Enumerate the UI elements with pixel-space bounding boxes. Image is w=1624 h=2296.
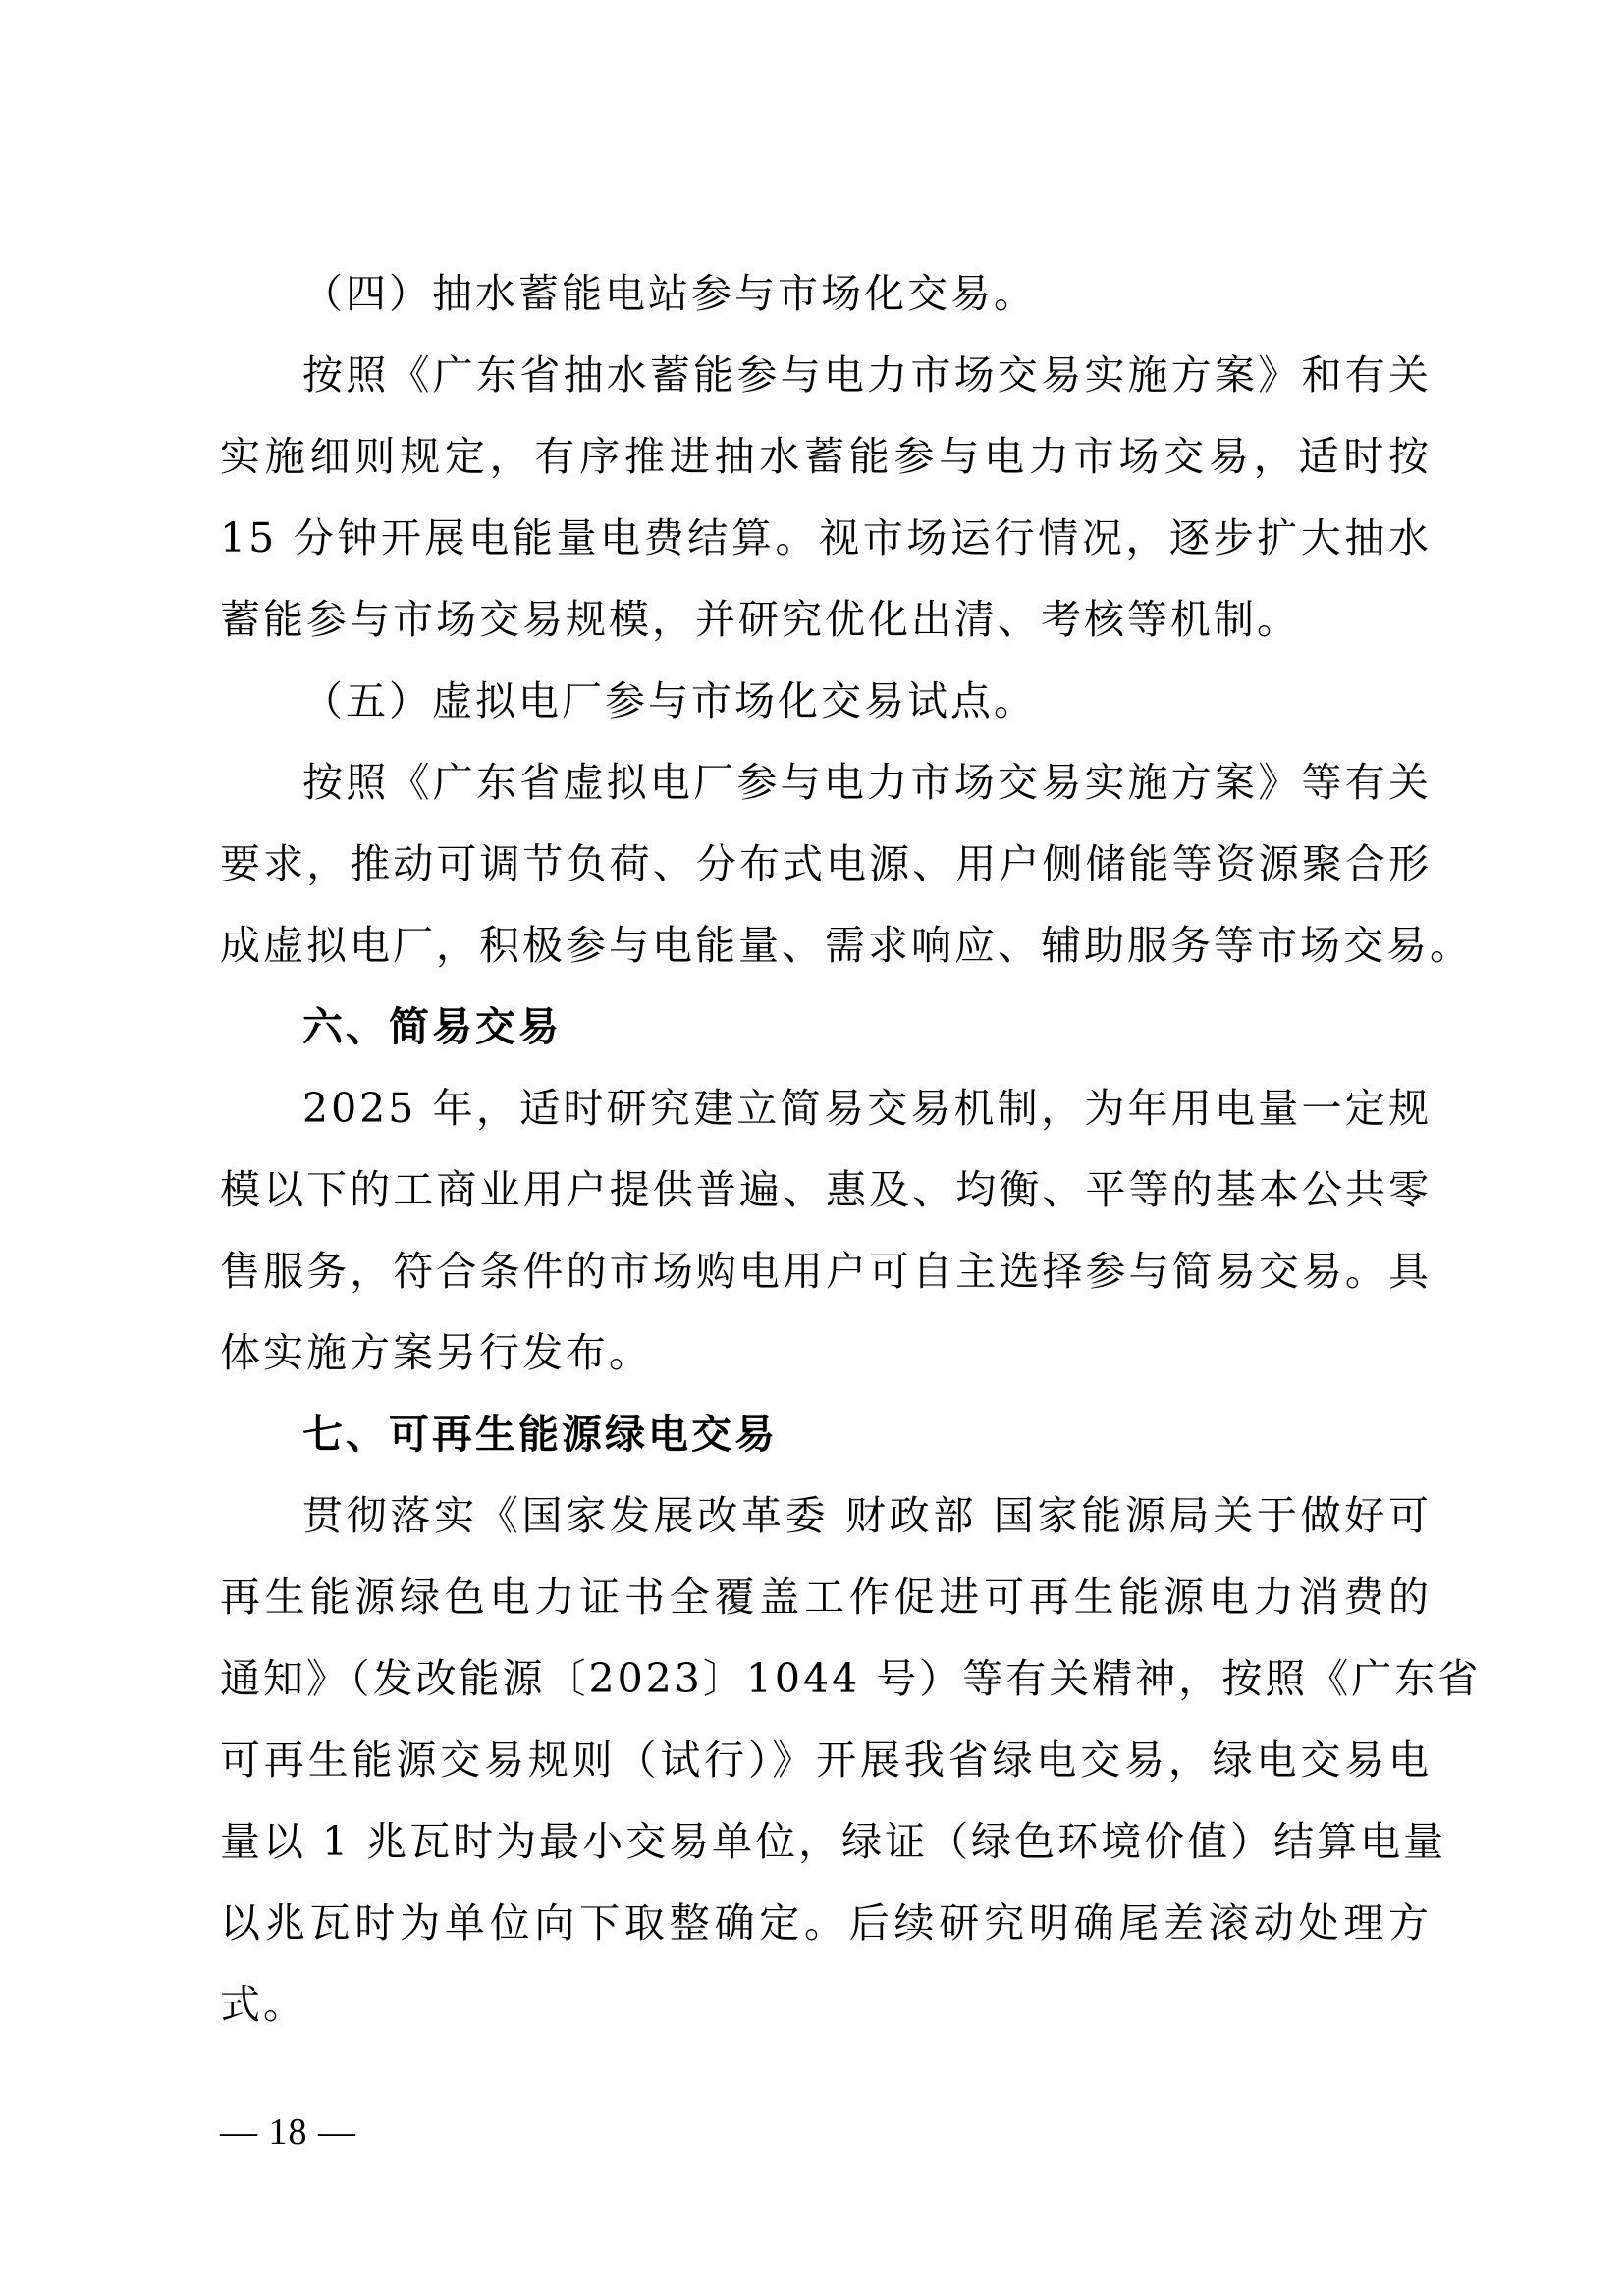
- text-line: 售服务，符合条件的市场购电用户可自主选择参与简易交易。具: [220, 1248, 1432, 1295]
- text-line: 15 分钟开展电能量电费结算。视市场运行情况，逐步扩大抽水: [220, 514, 1432, 561]
- text-line: 蓄能参与市场交易规模，并研究优化出清、考核等机制。: [220, 596, 1300, 643]
- text-line: 再生能源绿色电力证书全覆盖工作促进可再生能源电力消费的: [220, 1574, 1432, 1621]
- text-line: （四）抽水蓄能电站参与市场化交易。: [302, 270, 1037, 317]
- text-line: 成虚拟电厂，积极参与电能量、需求响应、辅助服务等市场交易。: [220, 922, 1473, 969]
- document-body: [220, 253, 1482, 2046]
- section-heading: 六、简易交易: [302, 1003, 562, 1050]
- text-line: 通知》（发改能源〔2023〕1044 号）等有关精神，按照《广东省: [220, 1655, 1482, 1702]
- text-line: 要求，推动可调节负荷、分布式电源、用户侧储能等资源聚合形: [220, 840, 1432, 887]
- text-line: 量以 1 兆瓦时为最小交易单位，绿证（绿色环境价值）结算电量: [220, 1818, 1447, 1865]
- text-line: 模以下的工商业用户提供普遍、惠及、均衡、平等的基本公共零: [220, 1166, 1432, 1213]
- text-line: 按照《广东省抽水蓄能参与电力市场交易实施方案》和有关: [302, 351, 1432, 399]
- section-heading: 七、可再生能源绿电交易: [302, 1411, 778, 1458]
- text-line: 体实施方案另行发布。: [220, 1329, 652, 1376]
- page-number: — 18 —: [220, 2111, 356, 2153]
- text-line: 按照《广东省虚拟电厂参与电力市场交易实施方案》等有关: [302, 759, 1432, 806]
- text-line: （五）虚拟电厂参与市场化交易试点。: [302, 677, 1037, 724]
- text-line: 可再生能源交易规则（试行）》开展我省绿电交易，绿电交易电: [220, 1736, 1432, 1784]
- text-line: 式。: [220, 1981, 306, 2028]
- text-line: 实施细则规定，有序推进抽水蓄能参与电力市场交易，适时按: [220, 433, 1432, 480]
- text-line: 2025 年，适时研究建立简易交易机制，为年用电量一定规: [302, 1085, 1432, 1132]
- text-line: 贯彻落实《国家发展改革委 财政部 国家能源局关于做好可: [302, 1492, 1432, 1539]
- text-line: 以兆瓦时为单位向下取整确定。后续研究明确尾差滚动处理方: [220, 1899, 1432, 1947]
